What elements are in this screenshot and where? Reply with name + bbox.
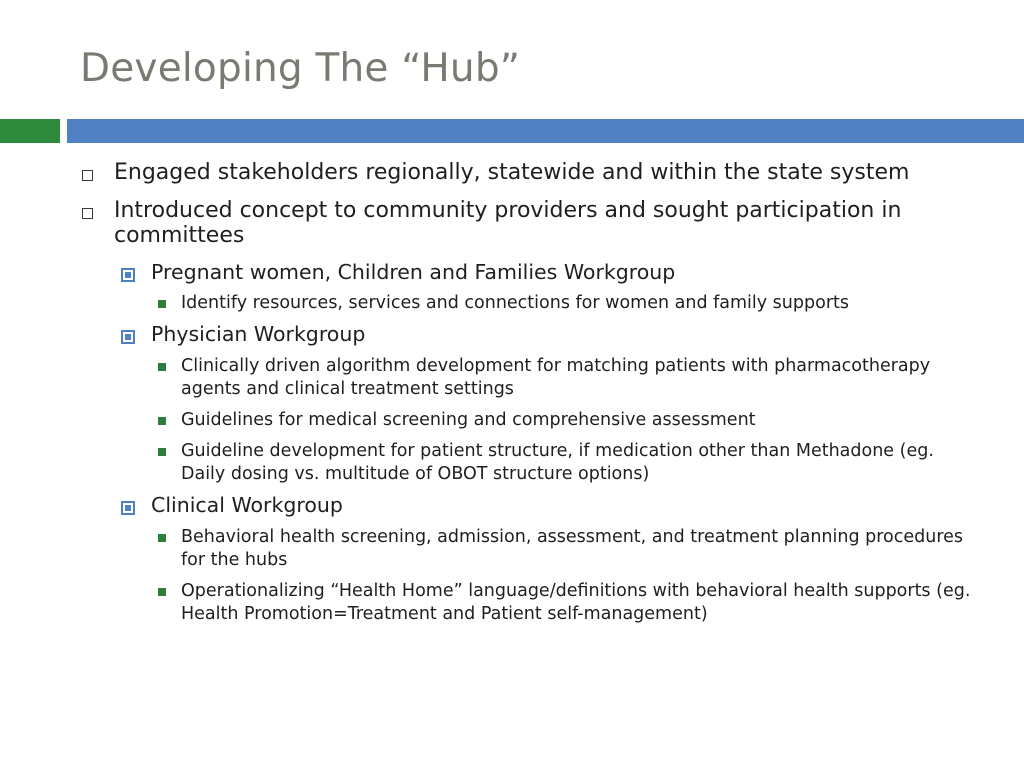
bullet-clinical-workgroup — [0, 494, 1024, 518]
bullet-physician-workgroup — [0, 323, 1024, 347]
sub-bullet — [0, 440, 1024, 487]
bullet-engaged-stakeholders — [0, 160, 1024, 186]
sub-bullet — [0, 355, 1024, 402]
bullet-text: Engaged stakeholders regionally, statewide and within the state system — [114, 160, 910, 185]
sub-bullet — [0, 292, 1024, 316]
filled-square-bullet-icon — [158, 448, 166, 456]
filled-square-bullet-icon — [158, 363, 166, 371]
sub-bullet — [0, 580, 1024, 627]
bullet-text: Guidelines for medical screening and comprehensive assessment — [181, 409, 756, 430]
sub-bullet — [0, 409, 1024, 433]
bullet-pregnant-women-workgroup — [0, 261, 1024, 285]
bullet-text: Clinical Workgroup — [151, 492, 343, 517]
bullet-text: Introduced concept to community providers and sought participation in committees — [114, 197, 902, 249]
boxed-square-bullet-icon — [121, 330, 135, 344]
sub-bullet — [0, 526, 1024, 573]
bullet-text: Identify resources, services and connections for women and family supports — [181, 293, 849, 314]
bullet-text: Operationalizing “Health Home” language/definitions with behavioral health supports (eg. Health Promotion=Treatment and Patient self-management) — [181, 580, 971, 625]
slide-body — [0, 160, 1024, 634]
title-divider-green — [0, 119, 60, 143]
bullet-introduced-concept — [0, 198, 1024, 249]
title-divider-blue — [67, 119, 1024, 143]
filled-square-bullet-icon — [158, 588, 166, 596]
bullet-text: Clinically driven algorithm development for matching patients with pharmacotherapy agents and clinical treatment settings — [181, 355, 931, 400]
boxed-square-bullet-icon — [121, 501, 135, 515]
hollow-square-bullet-icon — [82, 208, 93, 219]
filled-square-bullet-icon — [158, 534, 166, 542]
bullet-text: Physician Workgroup — [151, 321, 366, 346]
bullet-text: Guideline development for patient structure, if medication other than Methadone (eg. Daily dosing vs. multitude of OBOT structure options) — [181, 440, 934, 485]
slide-title: Developing The “Hub” — [80, 46, 521, 91]
filled-square-bullet-icon — [158, 300, 166, 308]
filled-square-bullet-icon — [158, 417, 166, 425]
hollow-square-bullet-icon — [82, 170, 93, 181]
bullet-text: Pregnant women, Children and Families Workgroup — [151, 259, 676, 284]
bullet-text: Behavioral health screening, admission, assessment, and treatment planning procedures for the hubs — [181, 526, 964, 571]
boxed-square-bullet-icon — [121, 268, 135, 282]
